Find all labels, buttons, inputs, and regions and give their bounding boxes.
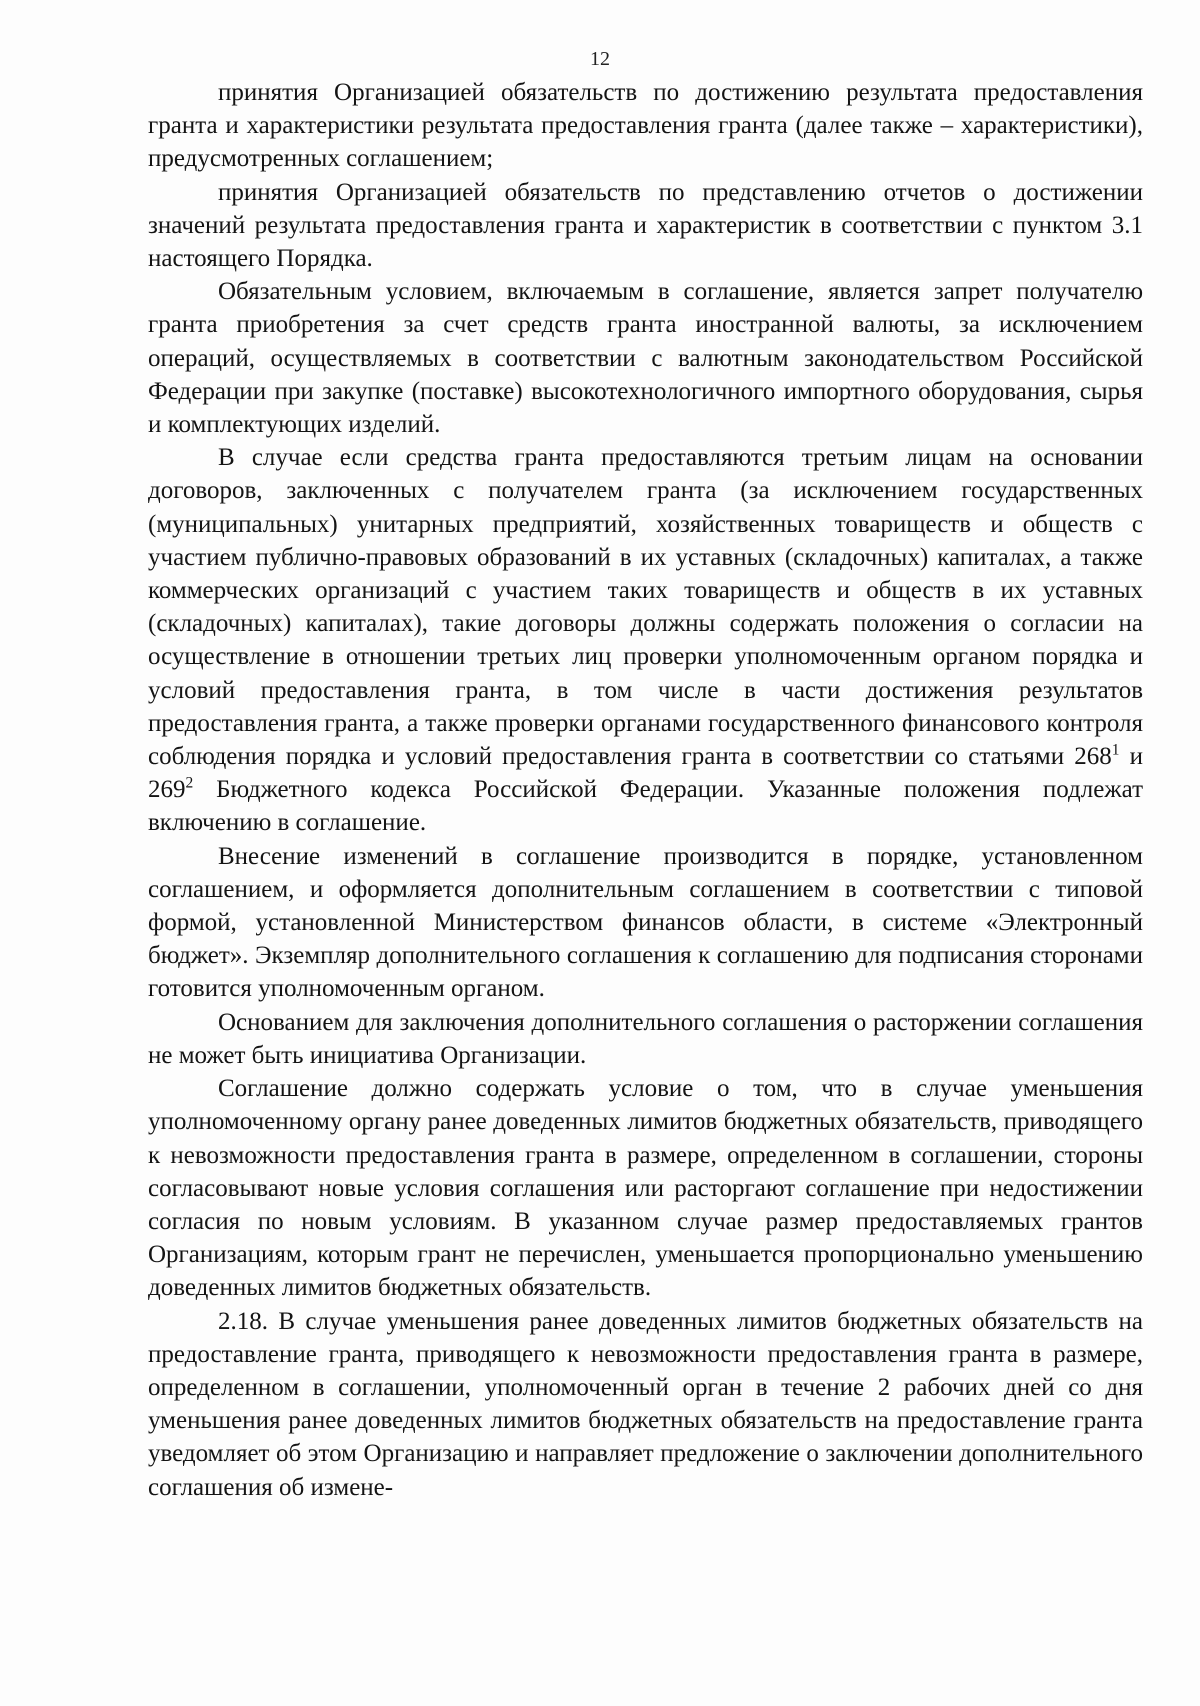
paragraph-obligations-results: принятия Организацией обязательств по достижению результата предоставления гранта и характеристики результата предоставления гранта (далее также – характеристики), предусмотренных соглашением; bbox=[148, 79, 1143, 173]
article-superscript: 2 bbox=[185, 774, 194, 792]
paragraph-2-18: 2.18. В случае уменьшения ранее доведенных лимитов бюджетных обязательств на предоставление гранта, приводящего к невозможности предоставления гранта в размере, определенном в соглашении, уполномоченный орган в течение 2 рабочих дней со дня уменьшения ранее доведенных лимитов бюджетных обязательств на предоставление гранта уведомляет об этом Организацию и направляет предложение о заключении дополнительного соглашения об измене- bbox=[148, 1307, 1143, 1501]
text-segment: и bbox=[1119, 743, 1143, 771]
paragraph-limits-reduction-condition: Соглашение должно содержать условие о том, что в случае уменьшения уполномоченному органу ранее доведенных лимитов бюджетных обязательств, приводящего к невозможности предоставления гранта в размере, определенном в соглашении, стороны согласовывают новые условия соглашения или расторгают соглашение при недостижении согласия по новым условиям. В указанном случае размер предоставляемых грантов Организациям, которым грант не перечислен, уменьшается пропорционально уменьшению доведенных лимитов бюджетных обязательств. bbox=[148, 1075, 1143, 1302]
article-number: 269 bbox=[148, 776, 186, 804]
document-body bbox=[148, 76, 1143, 1504]
paragraph-third-parties bbox=[148, 441, 1143, 839]
paragraph-termination-basis: Основанием для заключения дополнительного соглашения о расторжении соглашения не может быть инициатива Организации. bbox=[148, 1008, 1143, 1069]
text-segment: Бюджетного кодекса Российской Федерации. Указанные положения подлежат включению в соглашение. bbox=[148, 776, 1143, 837]
page-number: 12 bbox=[590, 48, 610, 70]
paragraph-amendments: Внесение изменений в соглашение производится в порядке, установленном соглашением, и оформляется дополнительным соглашением в соответствии с типовой формой, установленной Министерством финансов области, в системе «Электронный бюджет». Экземпляр дополнительного соглашения к соглашению для подписания сторонами готовится уполномоченным органом. bbox=[148, 842, 1143, 1003]
paragraph-obligations-reports: принятия Организацией обязательств по представлению отчетов о достижении значений результата предоставления гранта и характеристик в соответствии с пунктом 3.1 настоящего Порядка. bbox=[148, 178, 1143, 273]
paragraph-currency-ban: Обязательным условием, включаемым в соглашение, является запрет получателю гранта приобретения за счет средств гранта иностранной валюты, за исключением операций, осуществляемых в соответствии с валютным законодательством Российской Федерации при закупке (поставке) высокотехнологичного импортного оборудования, сырья и комплектующих изделий. bbox=[148, 278, 1143, 439]
text-segment: В случае если средства гранта предоставляются третьим лицам на основании договоров, заключенных с получателем гранта (за исключением государственных (муниципальных) унитарных предприятий, хозяйственных товариществ и обществ с участием публично-правовых образований в их уставных (складочных) капиталах, а также коммерческих организаций с участием таких товариществ и обществ в их уставных (складочных) капиталах), такие договоры должны содержать положения о согласии на осуществление в отношении третьих лиц проверки уполномоченным органом порядка и условий предоставления гранта, в том числе в части достижения результатов предоставления гранта, а также проверки органами государственного финансового контроля соблюдения порядка и условий предоставления гранта в соответствии со статьями bbox=[148, 444, 1143, 771]
article-superscript: 1 bbox=[1111, 741, 1120, 759]
article-number: 268 bbox=[1074, 743, 1112, 771]
